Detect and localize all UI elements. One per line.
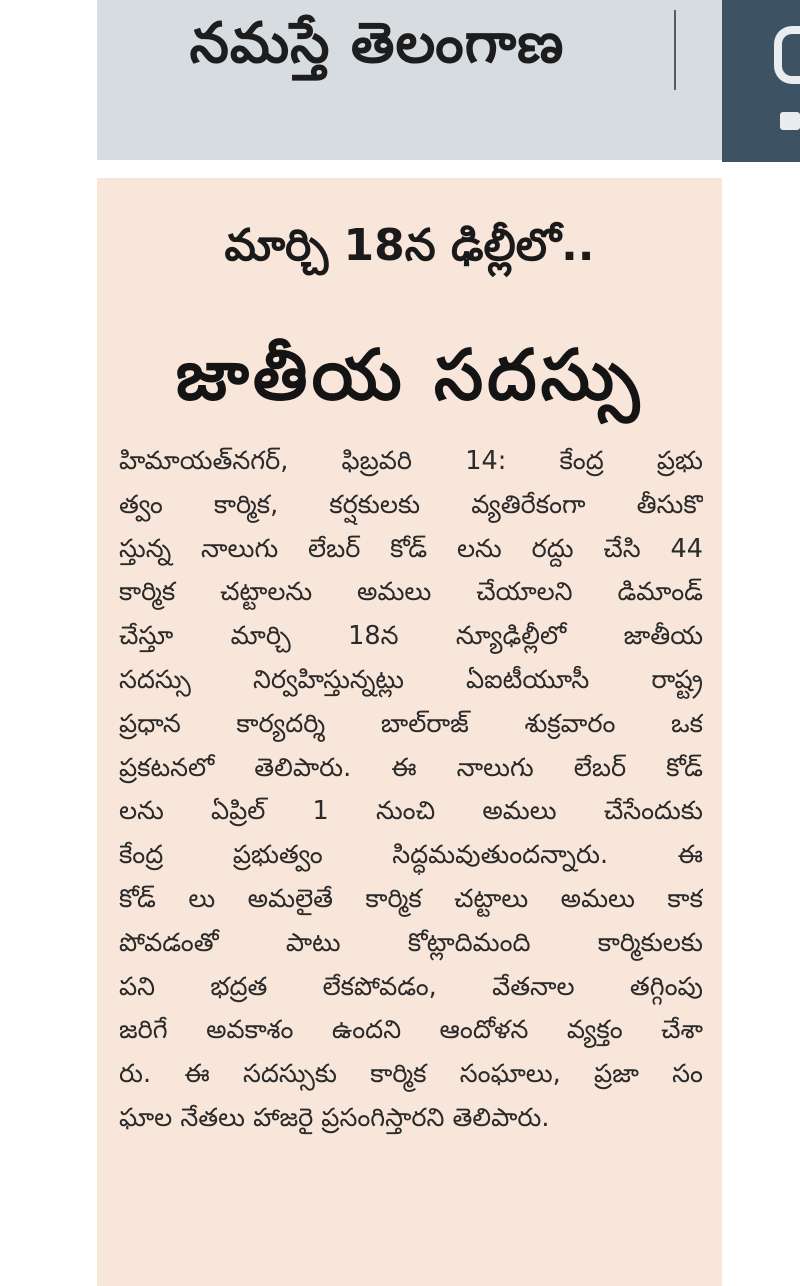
body-line: కోడ్ లు అమలైతే కార్మిక చట్టాలు అమలు కాక [119,883,703,914]
cropped-letter-shape-2 [780,112,800,130]
masthead-divider [674,10,676,90]
news-article [97,178,722,1286]
body-line: త్వం కార్మిక, కర్షకులకు వ్యతిరేకంగా తీసుకొ [119,489,703,520]
body-line: కార్మిక చట్టాలను అమలు చేయాలని డిమాండ్ [119,577,703,608]
cropped-letter-shape [774,26,800,84]
adjacent-column-panel [722,0,800,162]
article-body [119,440,703,1141]
article-headline: జాతీయ సదస్సు [175,334,644,416]
body-line: సదస్సు నిర్వహిస్తున్నట్లు ఏఐటీయూసీ రాష్ట్ర [119,664,703,695]
body-line: పోవడంతో పాటు కోట్లాదిమంది కార్మికులకు [119,927,703,958]
newspaper-masthead [97,0,722,160]
body-line: కేంద్ర ప్రభుత్వం సిద్ధమవుతుందన్నారు. ఈ [119,840,703,871]
body-line: ఘాల నేతలు హాజరై ప్రసంగిస్తారని తెలిపారు. [119,1102,550,1133]
body-line: ప్రధాన కార్యదర్శి బాల్‌రాజ్ శుక్రవారం ఒక [119,708,703,739]
body-line: ప్రకటనలో తెలిపారు. ఈ నాలుగు లేబర్ కోడ్ [119,752,703,783]
body-line: లను ఏప్రిల్ 1 నుంచి అమలు చేసేందుకు [119,796,703,827]
body-line: స్తున్న నాలుగు లేబర్ కోడ్ లను రద్దు చేసి 44 [119,533,703,564]
body-line: పని భద్రత లేకపోవడం, వేతనాల తగ్గింపు [119,971,703,1002]
article-kicker: మార్చి 18న ఢిల్లీలో.. [224,220,595,271]
body-line: జరిగే అవకాశం ఉందని ఆందోళన వ్యక్తం చేశా [119,1015,703,1046]
body-line: రు. ఈ సదస్సుకు కార్మిక సంఘాలు, ప్రజా సం [119,1059,703,1090]
body-line: చేస్తూ మార్చి 18న న్యూఢిల్లీలో జాతీయ [119,621,703,652]
newspaper-title: నమస్తే తెలంగాణ [189,11,565,76]
body-line: హిమాయత్‌నగర్, ఫిబ్రవరి 14: కేంద్ర ప్రభు [119,446,703,476]
